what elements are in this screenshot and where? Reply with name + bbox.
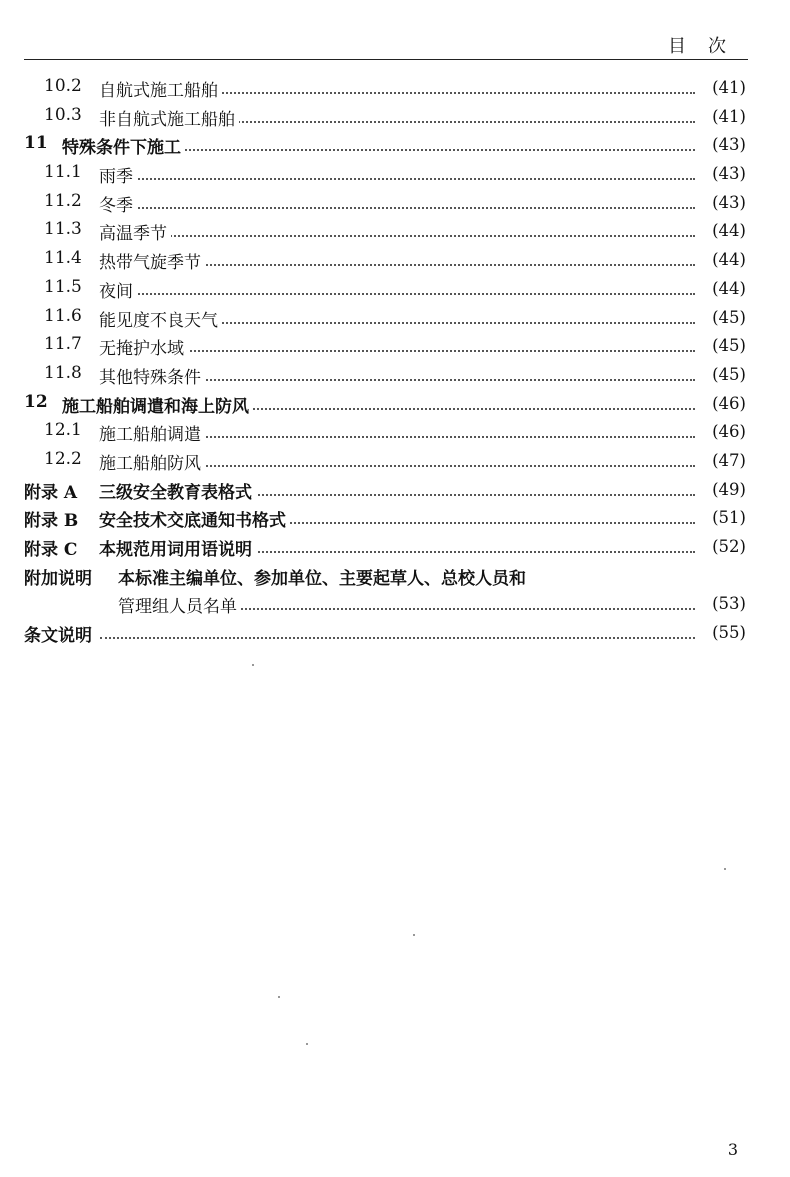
table-of-contents [0,73,790,647]
toc-entry-page: (45) [712,364,746,384]
scan-speck [306,1043,308,1045]
toc-entry-title: 夜间 [99,277,137,302]
toc-entry-page: (43) [712,164,746,184]
header-rule [24,59,748,60]
toc-entry[interactable] [0,130,790,159]
toc-entry-title: 特殊条件下施工 [62,133,185,158]
toc-entry-title: 高温季节 [99,219,171,244]
toc-entry-page: (44) [712,278,746,298]
toc-entry[interactable] [0,389,790,418]
toc-entry-number: 10.3 [44,104,82,125]
page-number: 3 [727,1140,738,1159]
header-title: 目次 [668,36,748,57]
toc-entry-title: 安全技术交底通知书格式 [99,506,290,531]
toc-entry-page: (51) [712,508,746,528]
toc-entry-page: (45) [712,307,746,327]
toc-entry-page: (44) [712,221,746,241]
toc-entry[interactable] [0,532,790,561]
toc-entry-number: 11.6 [44,305,82,326]
toc-entry[interactable] [0,73,790,102]
toc-entry-number: 附加说明 [24,568,92,589]
dot-leader [119,178,695,180]
toc-entry-title: 施工船舶调遣和海上防风 [62,392,253,417]
toc-entry[interactable] [0,159,790,188]
toc-entry[interactable] [0,618,790,647]
toc-entry-number: 10.2 [44,76,82,96]
dot-leader [119,465,695,467]
toc-entry-number: 12.1 [44,420,82,441]
toc-entry-page: (46) [712,422,746,442]
toc-entry-title: 本规范用词用语说明 [99,535,256,560]
dot-leader [119,436,695,438]
toc-entry[interactable] [0,216,790,245]
toc-entry-number: 条文说明 [24,626,92,647]
toc-entry-title: 管理组人员名单 [118,592,241,617]
toc-entry-page: (53) [712,594,746,614]
toc-entry[interactable] [0,331,790,360]
toc-entry-title: 自航式施工船舶 [99,76,222,101]
toc-entry-page: (43) [712,192,746,212]
toc-entry-title: 热带气旋季节 [99,248,205,273]
toc-entry-number: 11.2 [44,190,82,211]
toc-entry[interactable] [0,274,790,303]
toc-entry[interactable] [0,303,790,332]
toc-entry-title: 施工船舶防风 [99,449,205,474]
toc-entry-title: 能见度不良天气 [99,306,222,331]
toc-entry-title: 施工船舶调遣 [99,420,205,445]
toc-entry-page: (41) [712,106,746,126]
toc-entry[interactable] [0,245,790,274]
toc-entry-page: (45) [712,336,746,356]
dot-leader [119,264,695,266]
toc-entry[interactable] [0,417,790,446]
scan-speck [278,996,280,998]
toc-entry[interactable] [0,561,790,590]
toc-entry-number: 12 [24,391,48,412]
toc-entry-number: 12.2 [44,448,82,469]
scan-speck [724,868,726,870]
toc-entry-page: (41) [712,78,746,97]
toc-entry-title: 雨季 [99,162,137,187]
toc-entry-number: 附录 B [24,511,79,532]
toc-entry-page: (46) [712,393,746,413]
dot-leader [119,207,695,209]
dot-leader [119,235,695,237]
dot-leader [100,637,695,639]
scan-speck [413,934,415,936]
toc-entry[interactable] [0,589,790,618]
toc-entry-title: 本标准主编单位、参加单位、主要起草人、总校人员和 [118,564,530,589]
dot-leader [119,293,695,295]
toc-entry-page: (49) [712,479,746,499]
toc-entry-page: (52) [712,537,746,556]
toc-entry-title: 非自航式施工船舶 [99,105,239,130]
toc-entry[interactable] [0,102,790,131]
dot-leader [119,379,695,381]
toc-entry-page: (43) [712,135,746,155]
toc-entry-page: (44) [712,250,746,270]
toc-entry-number: 11 [24,133,48,154]
toc-entry-number: 11.4 [44,248,82,269]
toc-entry-number: 附录 C [24,540,78,560]
running-header [0,30,790,58]
toc-entry-page: (55) [712,623,746,643]
toc-entry-number: 附录 A [24,482,78,503]
toc-entry[interactable] [0,446,790,475]
toc-entry-page: (47) [712,450,746,470]
toc-entry-number: 11.3 [44,219,82,240]
toc-entry-number: 11.7 [44,334,82,355]
toc-entry-title: 其他特殊条件 [99,363,205,388]
toc-entry-number: 11.8 [44,362,82,383]
toc-entry[interactable] [0,503,790,532]
toc-entry-title: 冬季 [99,191,137,216]
toc-entry-title: 三级安全教育表格式 [99,478,256,503]
toc-entry[interactable] [0,188,790,217]
toc-entry[interactable] [0,475,790,504]
toc-entry-number: 11.1 [44,162,82,183]
toc-entry[interactable] [0,360,790,389]
toc-entry-title: 无掩护水域 [99,334,188,359]
dot-leader [119,350,695,352]
toc-entry-number: 11.5 [44,276,82,297]
scan-speck [252,664,254,666]
